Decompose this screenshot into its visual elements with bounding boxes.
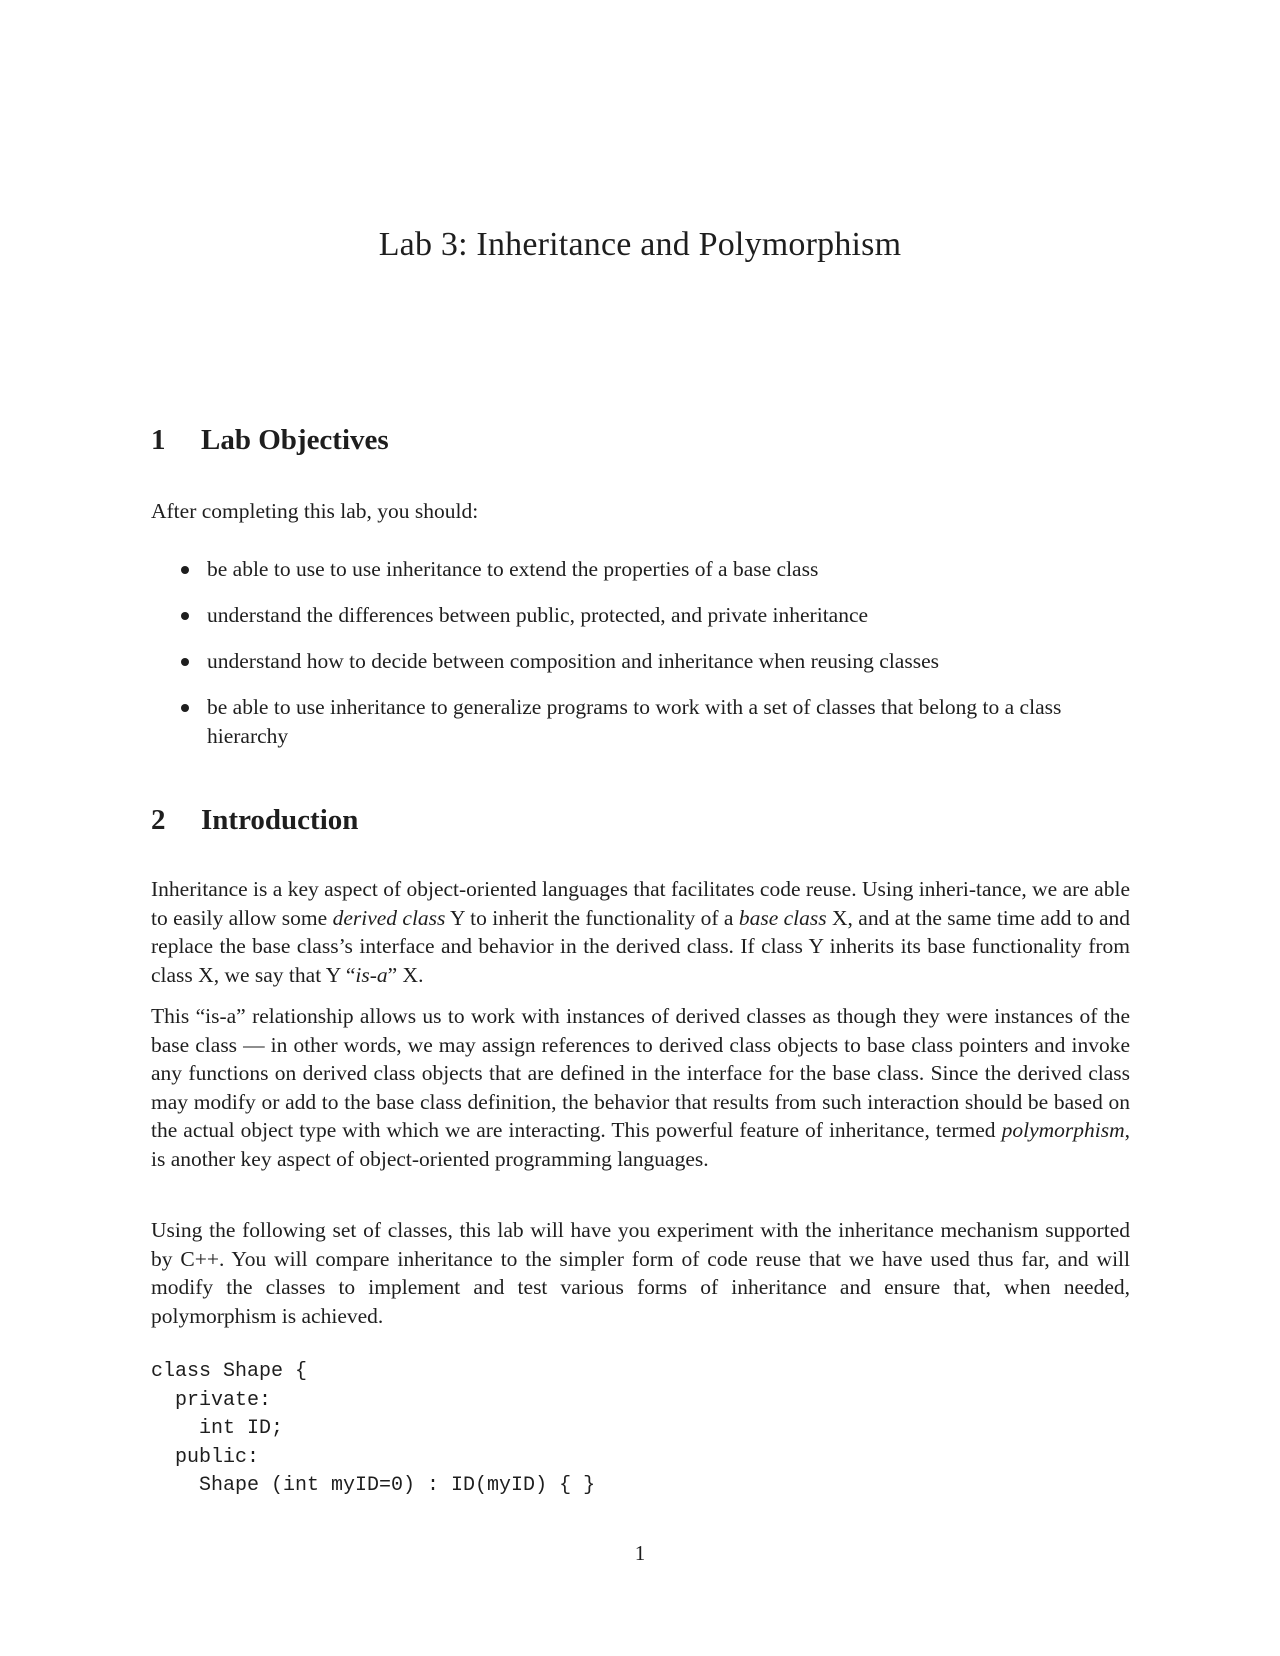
section-heading-lab-objectives bbox=[151, 424, 389, 457]
list-item bbox=[151, 647, 1130, 676]
text-run: Inheritance is a key aspect of object-oriented languages that facilitates code reuse. Using inheri-tance, we are able to easily allow some bbox=[151, 877, 1130, 930]
text-run: X, and at the same time add to and replace the base class’s interface and behavior in the derived class. If class Y inherits its base functionality from class X, we say that Y “ bbox=[151, 905, 1131, 987]
bullet-icon bbox=[181, 612, 189, 620]
text-run: This “is-a” relationship allows us to work with instances of derived classes as though they were instances of the base class — in other words, we may assign references to derived class objects to base class pointers and invoke any functions on derived class objects that are defined in the interface for the base class. Since the derived class may modify or add to the base class definition, the behavior that results from such interaction should be based on the actual object type with which we are interacting. This powerful feature of inheritance, termed bbox=[151, 1004, 1130, 1142]
text-run: Y to inherit the functionality of a bbox=[445, 905, 739, 930]
list-item-text: understand how to decide between composition and inheritance when reusing classes bbox=[207, 649, 939, 673]
bullet-icon bbox=[181, 658, 189, 666]
list-item bbox=[151, 555, 1130, 584]
section-title: Introduction bbox=[201, 804, 359, 836]
list-item bbox=[151, 693, 1130, 750]
emphasis-polymorphism: polymorphism bbox=[1001, 1118, 1125, 1142]
list-item-text: be able to use inheritance to generalize programs to work with a set of classes that belong to a class hierarchy bbox=[207, 695, 1062, 748]
text-run: ” X. bbox=[387, 962, 424, 987]
list-item-text: be able to use to use inheritance to extend the properties of a base class bbox=[207, 557, 819, 581]
document-title: Lab 3: Inheritance and Polymorphism bbox=[378, 226, 902, 263]
objectives-lead-paragraph: After completing this lab, you should: bbox=[151, 499, 479, 523]
section-heading-introduction bbox=[151, 804, 358, 837]
emphasis-base-class: base class bbox=[738, 905, 827, 930]
text-run: , is another key aspect of object-oriented programming languages. bbox=[151, 1118, 1130, 1171]
emphasis-is-a: is-a bbox=[355, 962, 388, 987]
bullet-icon bbox=[181, 704, 189, 712]
bullet-icon bbox=[181, 566, 189, 574]
section-number: 2 bbox=[151, 804, 166, 836]
list-item-text: understand the differences between public, protected, and private inheritance bbox=[207, 603, 869, 627]
section-title: Lab Objectives bbox=[201, 424, 389, 456]
intro-paragraph-3: Using the following set of classes, this lab will have you experiment with the inheritance mechanism supported by C++. You will compare inheritance to the simpler form of code reuse that we have used thus far, and will modify the classes to implement and test various forms of inheritance and ensure that, when needed, polymorphism is achieved. bbox=[151, 1218, 1130, 1328]
intro-paragraph-2 bbox=[151, 1002, 1130, 1173]
objectives-list bbox=[151, 555, 1130, 768]
list-item bbox=[151, 601, 1130, 630]
section-number: 1 bbox=[151, 424, 166, 456]
intro-paragraph-1 bbox=[151, 875, 1130, 989]
code-listing: class Shape { private: int ID; public: Shape (int myID=0) : ID(myID) { } bbox=[151, 1360, 596, 1497]
emphasis-derived-class: derived class bbox=[332, 905, 446, 930]
page-number: 1 bbox=[634, 1541, 646, 1565]
